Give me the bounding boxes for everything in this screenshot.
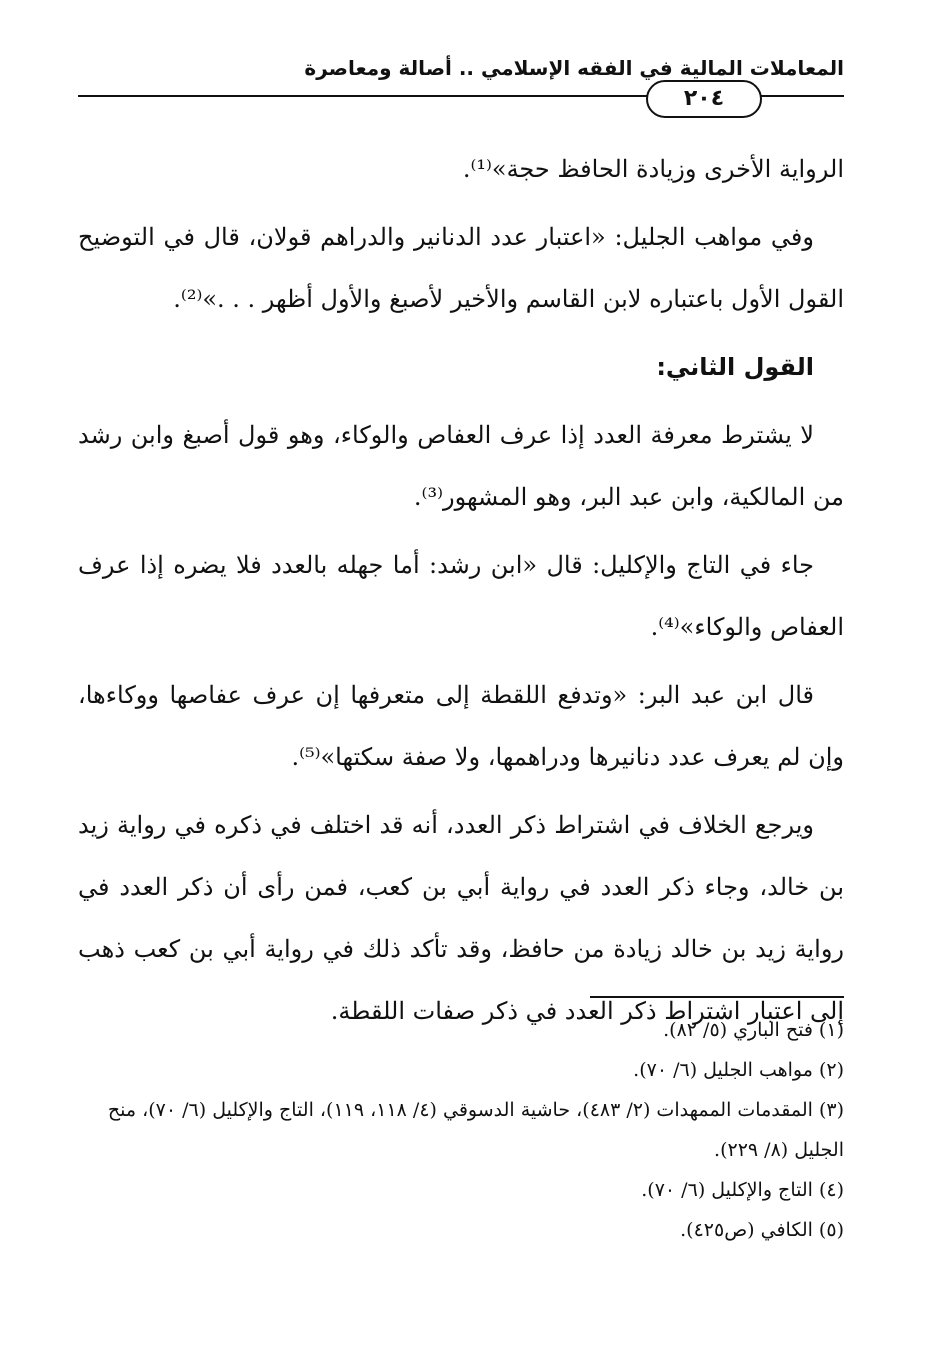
- section-heading: القول الثاني:: [656, 353, 814, 381]
- body-text: [78, 138, 844, 1048]
- footnotes: [78, 1010, 844, 1250]
- footnote-5: (٥) الكافي (ص٤٢٥).: [680, 1219, 844, 1241]
- running-header-title: المعاملات المالية في الفقه الإسلامي .. أصالة ومعاصرة: [304, 56, 844, 80]
- paragraph-6: ويرجع الخلاف في اشتراط ذكر العدد، أنه قد اختلف في ذكره في رواية زيد بن خالد، وجاء ذكر العدد في رواية أبي بن كعب، فمن رأى أن ذكر العدد في رواية زيد بن خالد زيادة من حافظ، وقد تأكد ذلك في رواية أبي بن كعب ذهب إلى اعتبار اشتراط ذكر العدد في ذكر صفات اللقطة.: [78, 811, 844, 1025]
- paragraph-3: لا يشترط معرفة العدد إذا عرف العفاص والوكاء، وهو قول أصبغ وابن رشد من المالكية، وابن عبد البر، وهو المشهور⁽³⁾.: [78, 421, 844, 511]
- paragraph-1: الرواية الأخرى وزيادة الحافظ حجة»⁽¹⁾.: [462, 155, 844, 183]
- footnote-2: (٢) مواهب الجليل (٦/ ٧٠).: [633, 1059, 844, 1081]
- paragraph-4: جاء في التاج والإكليل: قال «ابن رشد: أما جهله بالعدد فلا يضره إذا عرف العفاص والوكاء»⁽⁴⁾.: [78, 551, 844, 641]
- footnote-3: (٣) المقدمات الممهدات (٢/ ٤٨٣)، حاشية الدسوقي (٤/ ١١٨، ١١٩)، التاج والإكليل (٦/ ٧٠)، منح الجليل (٨/ ٢٢٩).: [107, 1099, 844, 1161]
- footnote-4: (٤) التاج والإكليل (٦/ ٧٠).: [641, 1179, 844, 1201]
- page-number: ٢٠٤: [646, 80, 762, 118]
- footnote-rule: [590, 996, 844, 998]
- paragraph-5: قال ابن عبد البر: «وتدفع اللقطة إلى متعرفها إن عرف عفاصها ووكاءها، وإن لم يعرف عدد دنانيرها ودراهمها، ولا صفة سكتها»⁽⁵⁾.: [78, 681, 844, 771]
- footnote-1: (١) فتح الباري (٥/ ٨٢).: [663, 1019, 844, 1041]
- paragraph-2: وفي مواهب الجليل: «اعتبار عدد الدنانير والدراهم قولان، قال في التوضيح القول الأول باعتباره لابن القاسم والأخير لأصبغ والأول أظهر . . .»⁽²⁾.: [78, 223, 844, 313]
